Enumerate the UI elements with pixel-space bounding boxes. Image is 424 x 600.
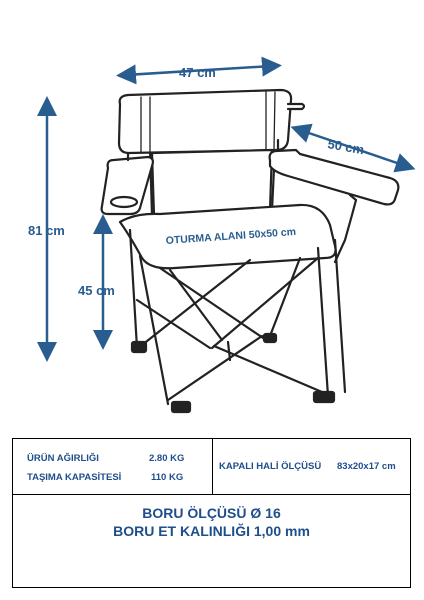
foot	[132, 342, 146, 352]
seat-height-dimension	[78, 224, 115, 340]
foot	[172, 402, 190, 412]
depth-label: 50 cm	[326, 136, 366, 158]
folded-size-label: KAPALI HALİ ÖLÇÜSÜ	[219, 461, 322, 472]
width-dimension	[126, 65, 272, 80]
pipe-size: BORU ÖLÇÜSÜ Ø 16	[142, 505, 281, 521]
seat-area-label: OTURMA ALANI 50x50 cm	[165, 225, 297, 247]
chair-illustration	[102, 90, 399, 412]
pipe-thickness: BORU ET KALINLIĞI 1,00 mm	[113, 523, 310, 539]
weight-value: 2.80 KG	[149, 453, 185, 464]
capacity-label: TAŞIMA KAPASİTESİ	[27, 472, 122, 483]
height-label: 81 cm	[28, 223, 65, 238]
weight-label: ÜRÜN AĞIRLIĞI	[27, 453, 99, 464]
spec-table	[12, 438, 411, 588]
foot	[264, 334, 276, 342]
foot	[314, 392, 334, 402]
spec-cell-weight-capacity	[13, 439, 213, 494]
capacity-value: 110 KG	[151, 472, 184, 483]
seat-height-label: 45 cm	[78, 283, 115, 298]
height-dimension	[28, 106, 65, 352]
cup-holder	[111, 197, 137, 207]
right-armrest	[270, 150, 399, 204]
spec-cell-folded	[213, 439, 410, 494]
spec-row-top	[13, 439, 410, 495]
backrest	[119, 90, 291, 153]
width-label: 47 cm	[179, 65, 216, 80]
folded-size-value: 83x20x17 cm	[337, 461, 396, 472]
